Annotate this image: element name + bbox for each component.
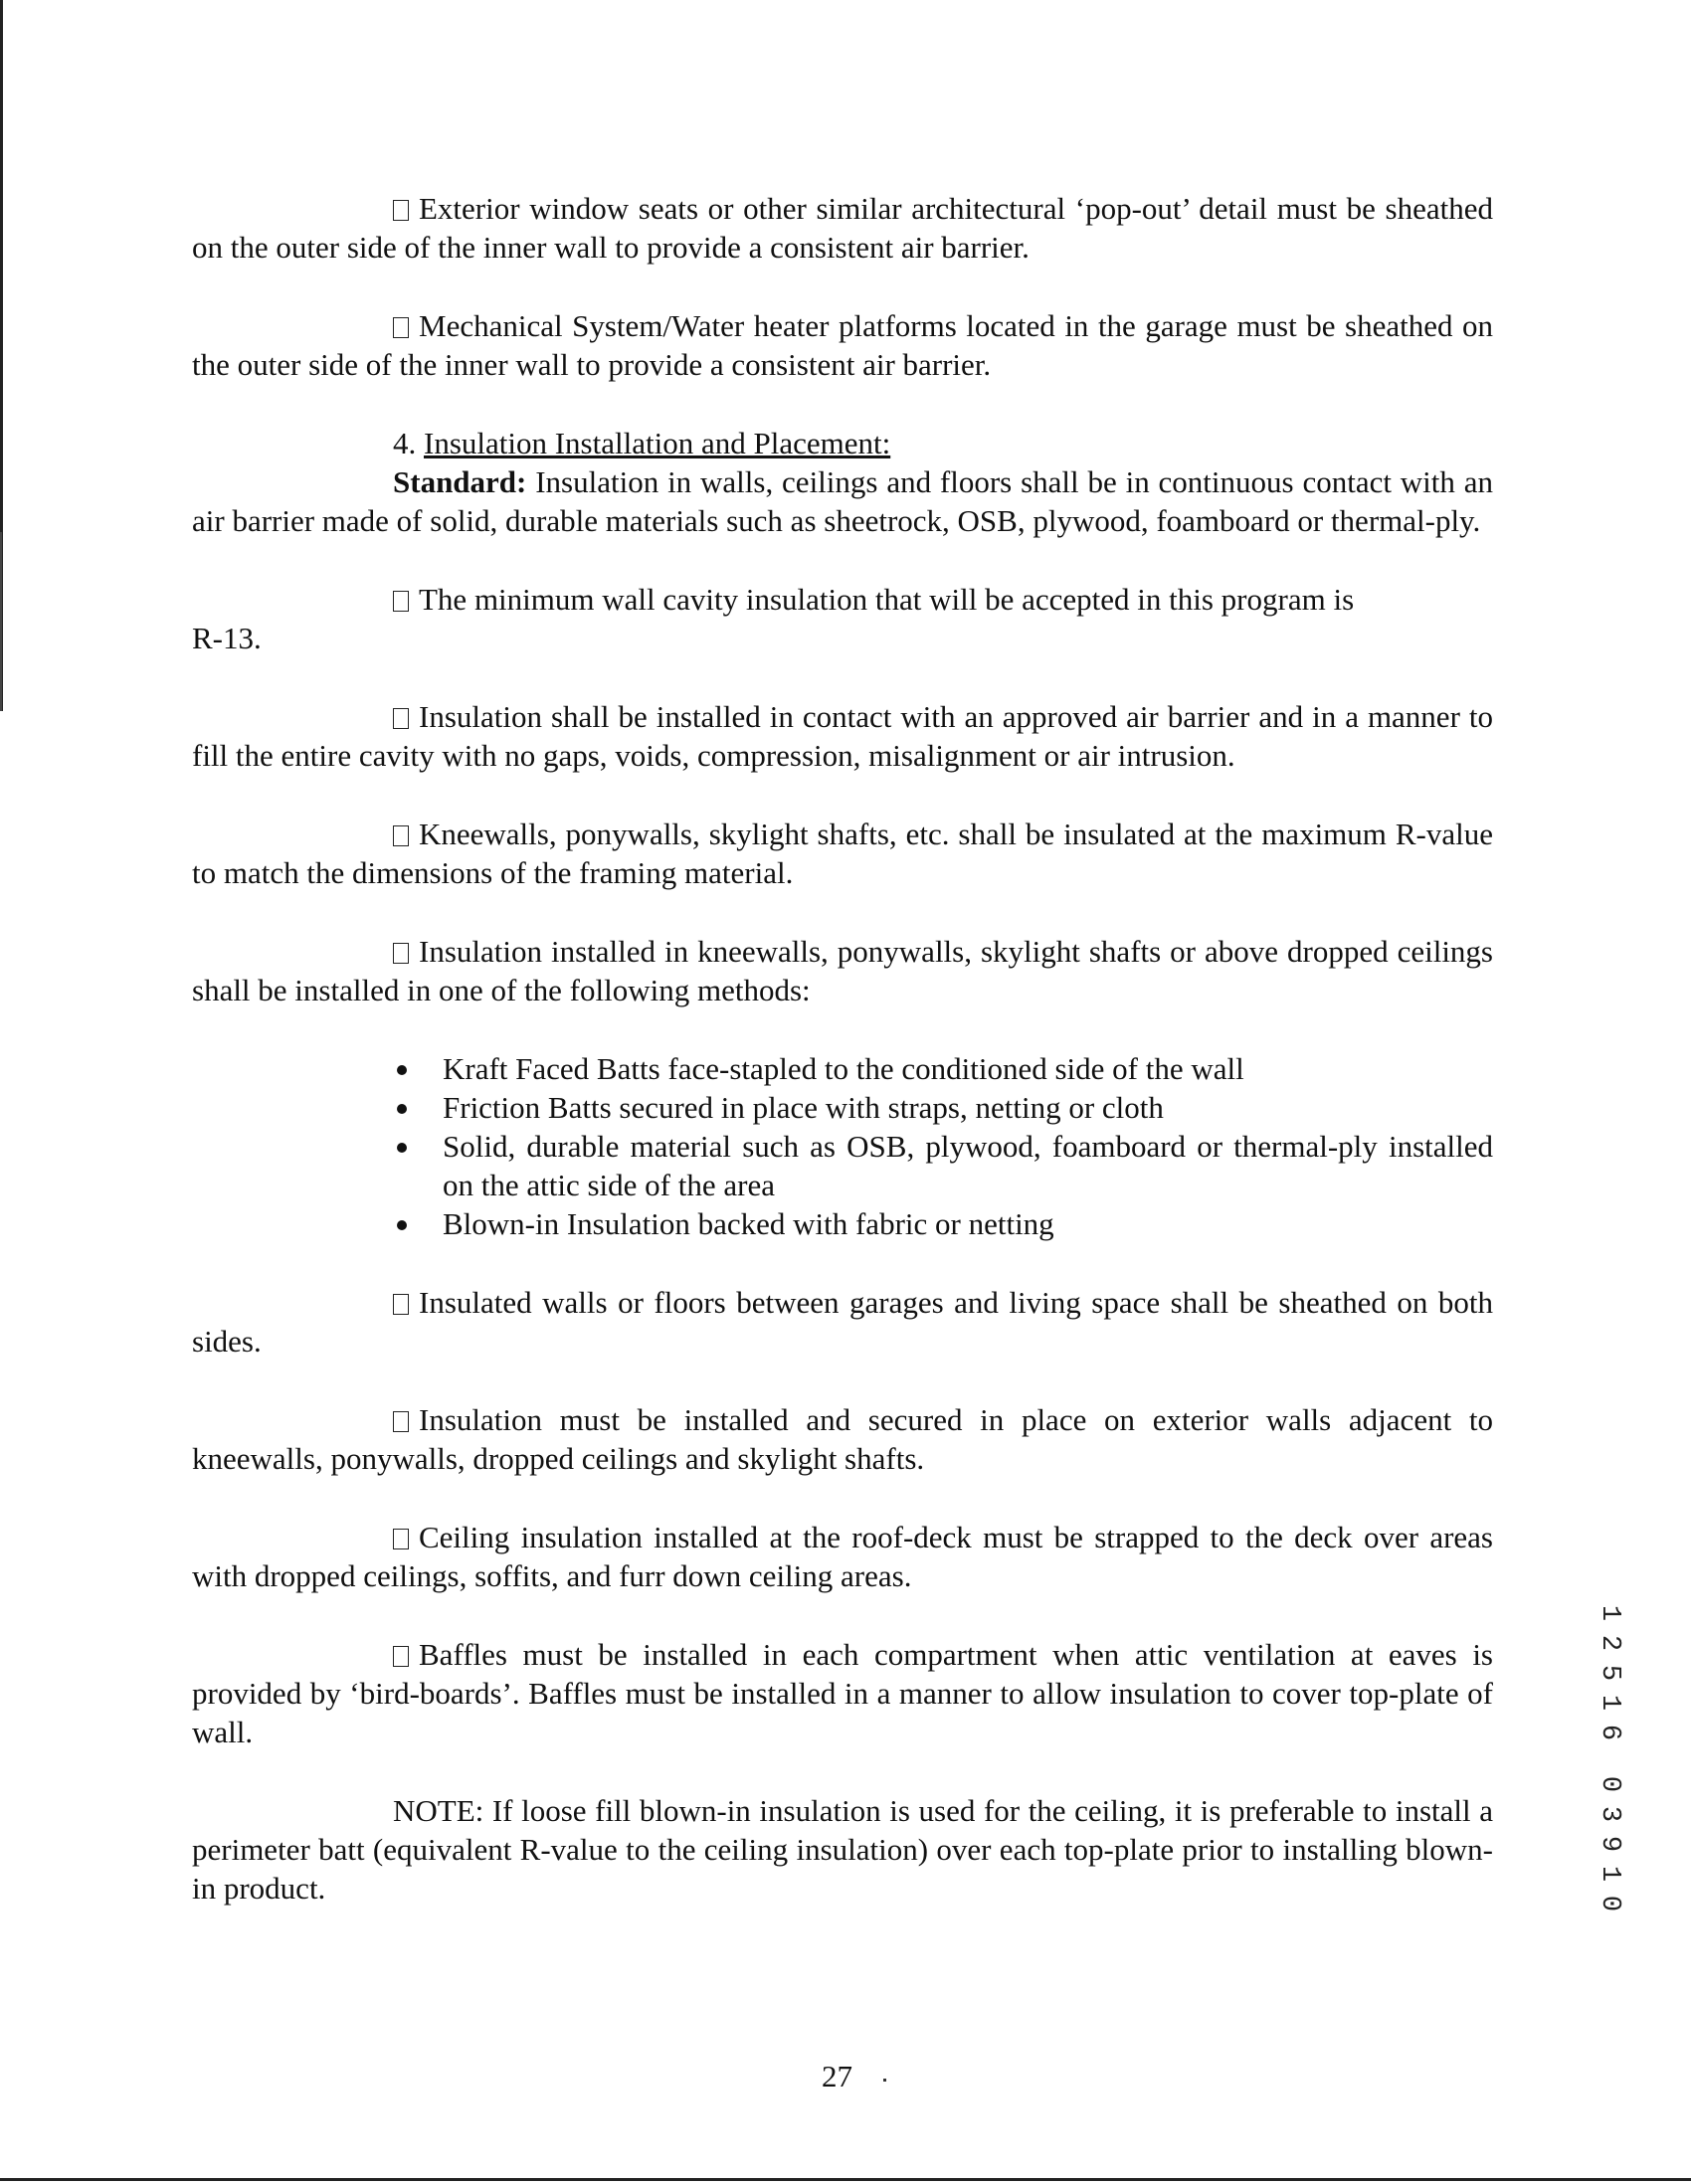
bullet-icon [397, 1143, 407, 1153]
checkbox-icon[interactable] [393, 1411, 409, 1432]
item-text-line2-wrap [192, 619, 1493, 657]
note-text: NOTE: If loose fill blown-in insulation is used for the ceiling, it is preferable to install a perimeter batt (equivalent R-value to the ceiling insulation) over each top-plate prior to installing blown-in product. [192, 1793, 1493, 1906]
item-text: Ceiling insulation installed at the roof-deck must be strapped to the deck over areas with dropped ceilings, soffits, and furr down ceiling areas. [192, 1520, 1493, 1593]
checklist-item-popout [192, 189, 1493, 267]
item-text: Insulated walls or floors between garages and living space shall be sheathed on both sides. [192, 1285, 1493, 1359]
page-mark [883, 2079, 886, 2082]
methods-list [393, 1049, 1493, 1243]
checklist-item-installation-methods [192, 932, 1493, 1009]
standard-paragraph [192, 462, 1493, 540]
checkbox-icon[interactable] [393, 708, 409, 729]
item-text: Mechanical System/Water heater platforms located in the garage must be sheathed on the outer side of the inner wall to provide a consistent air barrier. [192, 308, 1493, 382]
checkbox-icon[interactable] [393, 1646, 409, 1667]
page-number: 27 [822, 2059, 852, 2093]
checkbox-icon[interactable] [393, 200, 409, 221]
bullet-icon [397, 1065, 407, 1075]
scan-edge-left-lower [0, 532, 2, 711]
list-item: Friction Batts secured in place with straps, netting or cloth [393, 1088, 1493, 1127]
note-paragraph [192, 1791, 1493, 1908]
checklist-item-kneewalls-r-value [192, 815, 1493, 892]
document-body [192, 189, 1493, 1908]
section-title: Insulation Installation and Placement: [424, 426, 891, 460]
item-text: Kneewalls, ponywalls, skylight shafts, etc. shall be insulated at the maximum R-value to match the dimensions of the framing material. [192, 817, 1493, 890]
list-item: Solid, durable material such as OSB, plywood, foamboard or thermal-ply installed on the attic side of the area [393, 1127, 1493, 1204]
section-number: 4. [393, 426, 417, 460]
checklist-item-baffles [192, 1635, 1493, 1751]
checklist-item-roof-deck [192, 1518, 1493, 1595]
item-text-line1: The minimum wall cavity insulation that will be accepted in this program is [419, 582, 1355, 617]
checkbox-icon[interactable] [393, 1529, 409, 1549]
item-text: Baffles must be installed in each compartment when attic ventilation at eaves is provided by ‘bird-boards’. Baffles must be installed in a manner to allow insulation to cover top-plate of wall. [192, 1637, 1493, 1749]
checkbox-icon[interactable] [393, 943, 409, 964]
checklist-item-garage-walls [192, 1283, 1493, 1361]
checkbox-icon[interactable] [393, 591, 409, 612]
checklist-item-exterior-walls [192, 1400, 1493, 1478]
item-text: Insulation installed in kneewalls, ponywalls, skylight shafts or above dropped ceilings shall be installed in one of the following methods: [192, 934, 1493, 1007]
section-heading [192, 424, 1493, 462]
checkbox-icon[interactable] [393, 825, 409, 846]
list-item: Kraft Faced Batts face-stapled to the conditioned side of the wall [393, 1049, 1493, 1088]
checkbox-icon[interactable] [393, 317, 409, 338]
list-item: Blown-in Insulation backed with fabric or netting [393, 1204, 1493, 1243]
bullet-icon [397, 1104, 407, 1114]
document-stamp: 1 2 5 1 6 0 3 9 1 0 [1595, 1604, 1624, 1912]
item-text-line2: R-13. [192, 621, 262, 655]
scan-edge-bottom [0, 2178, 1691, 2181]
checklist-item-min-r-value [192, 580, 1493, 619]
standard-text: Insulation in walls, ceilings and floors shall be in continuous contact with an air barrier made of solid, durable materials such as sheetrock, OSB, plywood, foamboard or thermal-ply. [192, 464, 1494, 538]
bullet-icon [397, 1220, 407, 1230]
item-text: Exterior window seats or other similar architectural ‘pop-out’ detail must be sheathed on the outer side of the inner wall to provide a consistent air barrier. [192, 191, 1493, 265]
item-text: Insulation must be installed and secured in place on exterior walls adjacent to kneewalls, ponywalls, dropped ceilings and skylight shafts. [192, 1402, 1493, 1476]
checklist-item-contact-air-barrier [192, 697, 1493, 775]
checkbox-icon[interactable] [393, 1294, 409, 1315]
item-text: Insulation shall be installed in contact with an approved air barrier and in a manner to fill the entire cavity with no gaps, voids, compression, misalignment or air intrusion. [192, 699, 1493, 773]
standard-label: Standard: [393, 464, 527, 499]
checklist-item-mechanical-platforms [192, 306, 1493, 384]
